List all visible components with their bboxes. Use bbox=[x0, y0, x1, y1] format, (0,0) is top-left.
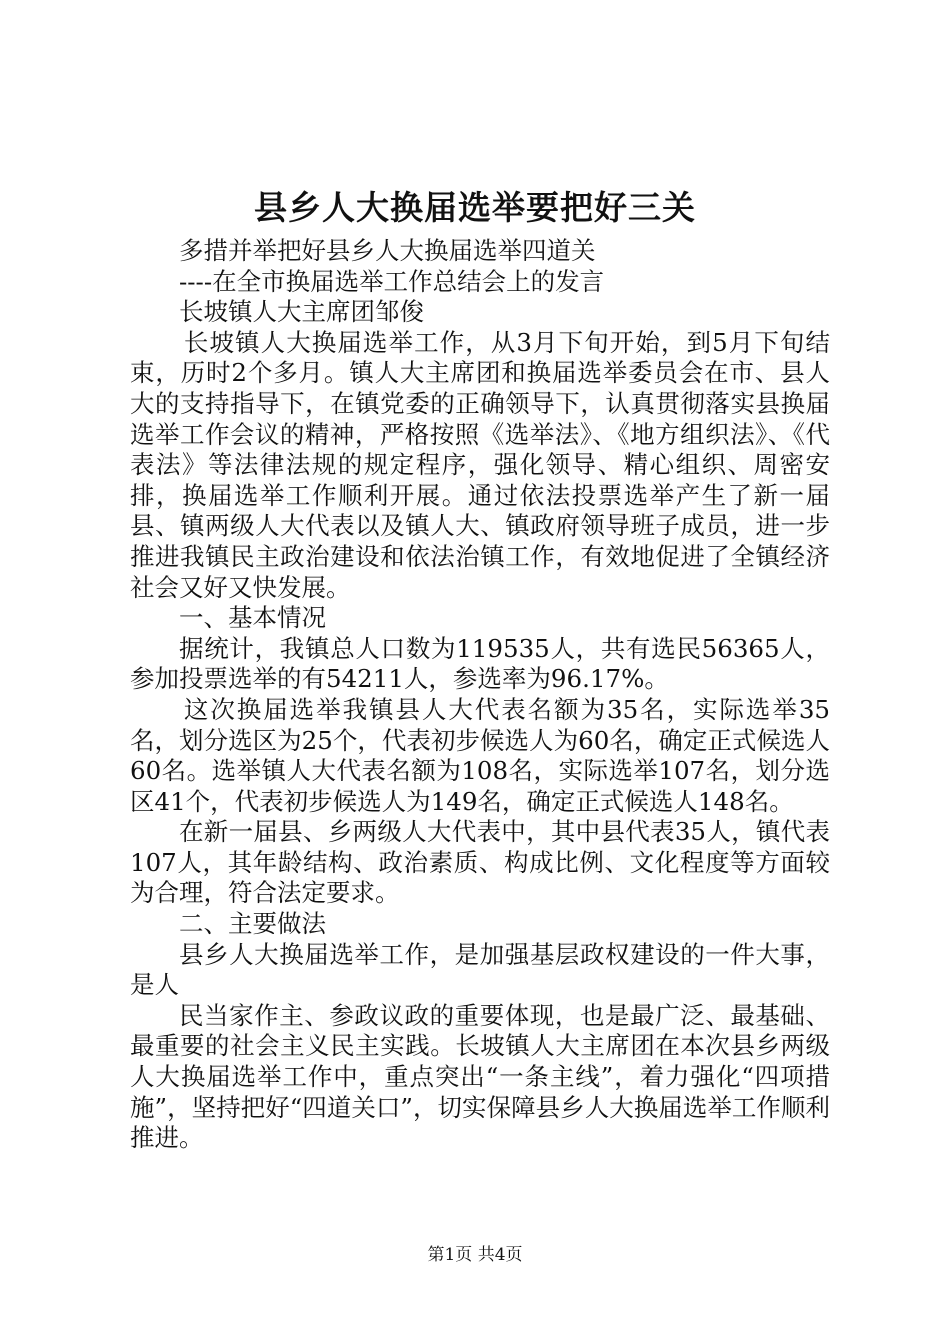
speech-occasion: ----在全市换届选举工作总结会上的发言 bbox=[179, 266, 605, 296]
subtitle: 多措并举把好县乡人大换届选举四道关 bbox=[179, 236, 596, 265]
methods-paragraph-continued: 民当家作主、参政议政的重要体现，也是最广泛、最基础、最重要的社会主义民主实践。长坡镇人大主席团在本次县乡两级人大换届选举工作中，重点突出“一条主线”，着力强化“四项措施”，坚持把好“四道关口”，切实保障县乡人大换届选举工作顺利推进。 bbox=[130, 1000, 830, 1153]
intro-paragraph: 长坡镇人大换届选举工作，从3月下旬开始，到5月下旬结束，历时2个多月。镇人大主席团和换届选举委员会在市、县人大的支持指导下，在镇党委的正确领导下，认真贯彻落实县换届选举工作会议的精神，严格按照《选举法》、《地方组织法》、《代表法》等法律法规的规定程序，强化领导、精心组织、周密安排，换届选举工作顺利开展。通过依法投票选举产生了新一届县、镇两级人大代表以及镇人大、镇政府领导班子成员，进一步推进我镇民主政治建设和依法治镇工作，有效地促进了全镇经济社会又好又快发展。 bbox=[130, 327, 830, 602]
document-body bbox=[130, 236, 830, 1154]
author-line: 长坡镇人大主席团邹俊 bbox=[179, 297, 424, 327]
election-quota-paragraph: 这次换届选举我镇县人大代表名额为35名，实际选举35名，划分选区为25个，代表初步候选人为60名，确定正式候选人60名。选举镇人大代表名额为108名，实际选举107名，划分选区41个，代表初步候选人为149名，确定正式候选人148名。 bbox=[130, 694, 830, 816]
page-footer: 第1页 共4页 bbox=[427, 1245, 523, 1265]
representatives-paragraph: 在新一届县、乡两级人大代表中，其中县代表35人，镇代表107人，其年龄结构、政治素质、构成比例、文化程度等方面较为合理，符合法定要求。 bbox=[130, 817, 830, 908]
section-heading-basic: 一、基本情况 bbox=[179, 603, 326, 633]
document-title: 县乡人大换届选举要把好三关 bbox=[254, 188, 696, 227]
section-heading-methods: 二、主要做法 bbox=[179, 909, 326, 939]
statistics-paragraph: 据统计，我镇总人口数为119535人，共有选民56365人，参加投票选举的有54211人，参选率为96.17%。 bbox=[130, 633, 830, 694]
methods-paragraph-start: 县乡人大换届选举工作，是加强基层政权建设的一件大事，是人 bbox=[130, 939, 830, 1000]
